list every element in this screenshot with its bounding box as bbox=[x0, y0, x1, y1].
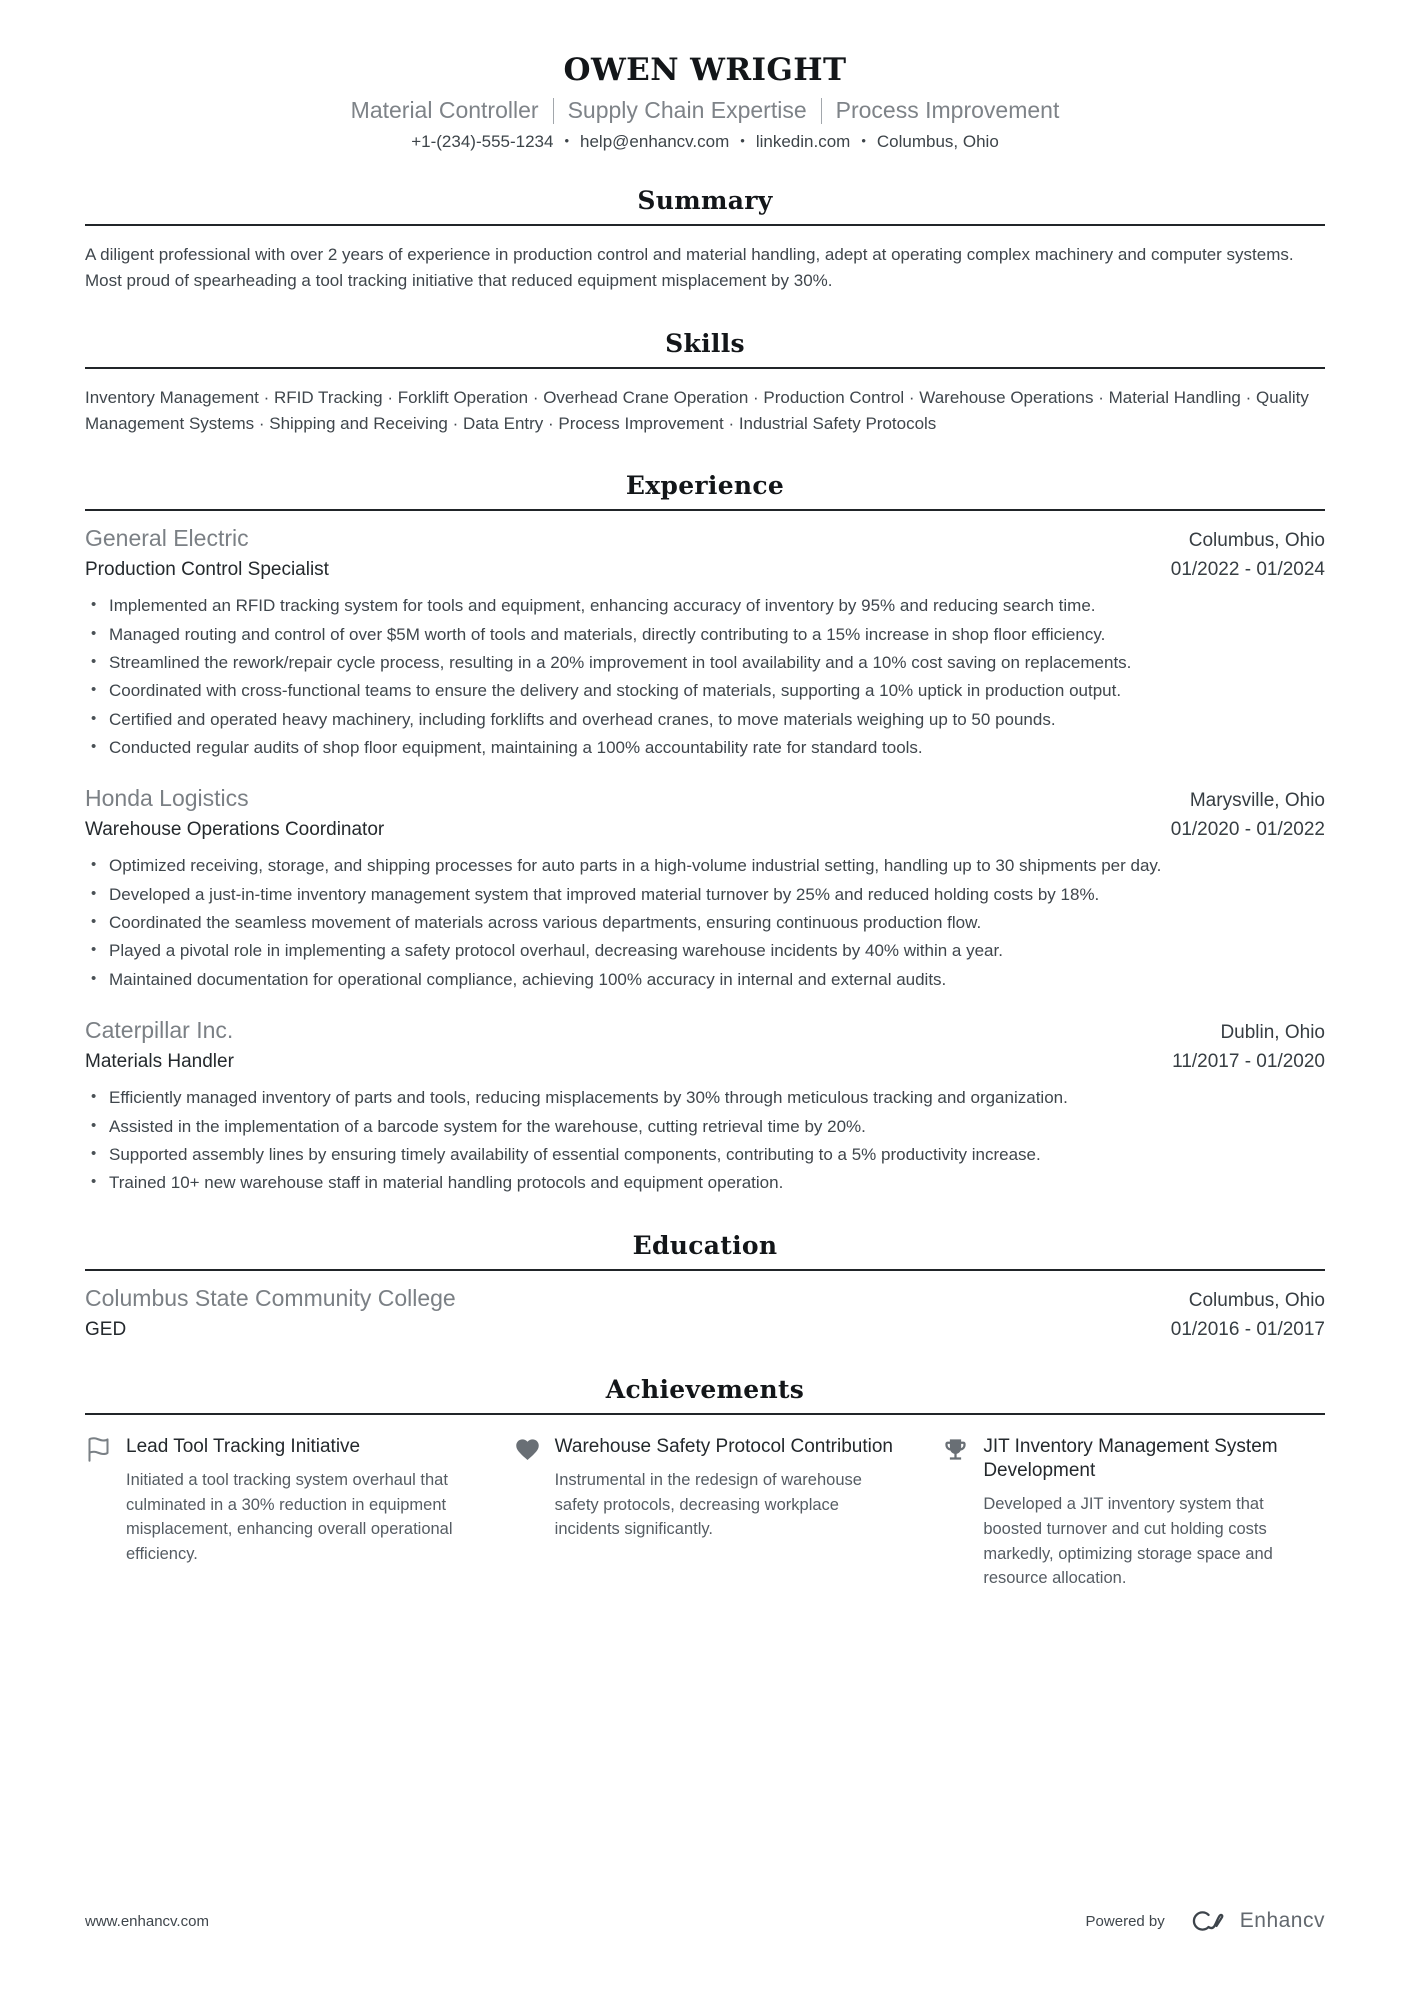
company-name: General Electric bbox=[85, 525, 249, 552]
school-name: Columbus State Community College bbox=[85, 1284, 456, 1311]
job-entry bbox=[85, 1017, 1325, 1196]
achievement-item bbox=[85, 1435, 468, 1592]
job-location: Marysville, Ohio bbox=[1189, 790, 1325, 812]
bullet-item: • Certified and operated heavy machinery, including forklifts and overhead cranes, to move materials weighing up to 50 pounds. bbox=[85, 707, 1325, 733]
job-title: Production Control Specialist bbox=[85, 559, 329, 581]
email-link[interactable]: help@enhancv.com bbox=[580, 132, 730, 151]
job-title: Warehouse Operations Coordinator bbox=[85, 819, 385, 841]
company-name: Honda Logistics bbox=[85, 785, 249, 812]
achievements-section bbox=[85, 1375, 1325, 1592]
job-bullets bbox=[85, 853, 1325, 993]
skills-section bbox=[85, 329, 1325, 438]
education-dates: 01/2016 - 01/2017 bbox=[1170, 1318, 1325, 1340]
bullet-item: • Conducted regular audits of shop floor equipment, maintaining a 100% accountability rate for standard tools. bbox=[85, 735, 1325, 761]
trophy-icon bbox=[942, 1436, 969, 1463]
job-bullets bbox=[85, 1085, 1325, 1196]
section-title-education: Education bbox=[632, 1230, 778, 1260]
job-bullets bbox=[85, 593, 1325, 761]
achievement-title: Warehouse Safety Protocol Contribution bbox=[554, 1435, 893, 1457]
achievement-description: Instrumental in the redesign of warehouse safety protocols, decreasing workplace incidents significantly. bbox=[554, 1470, 862, 1539]
vertical-divider bbox=[553, 98, 554, 124]
linkedin-link[interactable]: linkedin.com bbox=[755, 132, 851, 151]
education-entry bbox=[85, 1285, 1325, 1341]
section-title-achievements: Achievements bbox=[605, 1374, 805, 1404]
bullet-item: • Implemented an RFID tracking system for tools and equipment, enhancing accuracy of inventory by 95% and reducing search time. bbox=[85, 593, 1325, 619]
website-link[interactable]: www.enhancv.com bbox=[85, 1912, 209, 1930]
bullet-item: • Coordinated with cross-functional teams to ensure the delivery and stocking of materials, supporting a 10% uptick in production output. bbox=[85, 678, 1325, 704]
bullet-item: • Coordinated the seamless movement of materials across various departments, ensuring continuous production flow. bbox=[85, 910, 1325, 936]
bullet-item: • Supported assembly lines by ensuring timely availability of essential components, contributing to a 5% productivity increase. bbox=[85, 1142, 1325, 1168]
powered-by bbox=[1086, 1909, 1325, 1933]
phone-number: +1-(234)-555-1234 bbox=[411, 132, 554, 151]
company-name: Caterpillar Inc. bbox=[85, 1017, 234, 1044]
heart-icon bbox=[514, 1436, 541, 1463]
job-entry bbox=[85, 525, 1325, 761]
achievement-description: Initiated a tool tracking system overhaul that culminated in a 30% reduction in equipment misplacement, enhancing overall operational efficiency. bbox=[126, 1470, 453, 1564]
achievements-grid bbox=[85, 1435, 1325, 1592]
enhancv-logo-icon bbox=[1189, 1909, 1231, 1933]
dot-separator bbox=[564, 132, 569, 152]
degree-name: GED bbox=[85, 1318, 127, 1340]
brand-name: Enhancv bbox=[1239, 1909, 1325, 1932]
summary-section bbox=[85, 186, 1325, 295]
education-section bbox=[85, 1231, 1325, 1341]
job-dates: 01/2022 - 01/2024 bbox=[1170, 559, 1325, 581]
achievement-title: Lead Tool Tracking Initiative bbox=[126, 1435, 361, 1457]
job-location: Dublin, Ohio bbox=[1220, 1022, 1325, 1044]
dot-separator bbox=[861, 132, 866, 152]
summary-text: A diligent professional with over 2 years of experience in production control and material handling, adept at operating complex machinery and computer systems. Most proud of spearheading a tool tracking initiative that reduced equipment misplacement by 30%. bbox=[85, 245, 1294, 291]
candidate-name: OWEN WRIGHT bbox=[563, 52, 847, 88]
job-dates: 01/2020 - 01/2022 bbox=[1170, 819, 1325, 841]
headline-part-3: Process Improvement bbox=[835, 97, 1060, 123]
headline-part-2: Supply Chain Expertise bbox=[567, 97, 807, 123]
bullet-item: • Trained 10+ new warehouse staff in material handling protocols and equipment operation. bbox=[85, 1170, 1325, 1196]
section-title-skills: Skills bbox=[665, 328, 745, 358]
section-rule bbox=[85, 1413, 1325, 1415]
location-text: Columbus, Ohio bbox=[876, 132, 999, 151]
bullet-item: • Managed routing and control of over $5M worth of tools and materials, directly contributing to a 15% increase in shop floor efficiency. bbox=[85, 622, 1325, 648]
bullet-item: • Optimized receiving, storage, and shipping processes for auto parts in a high-volume industrial setting, handling up to 30 shipments per day. bbox=[85, 853, 1325, 879]
achievement-title: JIT Inventory Management System Development bbox=[983, 1435, 1278, 1481]
job-title: Materials Handler bbox=[85, 1051, 234, 1073]
resume-header bbox=[85, 52, 1325, 152]
bullet-item: • Maintained documentation for operational compliance, achieving 100% accuracy in internal and external audits. bbox=[85, 967, 1325, 993]
school-location: Columbus, Ohio bbox=[1188, 1289, 1325, 1311]
headline-part-1: Material Controller bbox=[350, 97, 539, 123]
dot-separator bbox=[740, 132, 745, 152]
section-title-summary: Summary bbox=[637, 186, 773, 215]
section-rule bbox=[85, 224, 1325, 226]
section-rule bbox=[85, 1269, 1325, 1271]
bullet-item: • Played a pivotal role in implementing a safety protocol overhaul, decreasing warehouse incidents by 40% within a year. bbox=[85, 938, 1325, 964]
bullet-item: • Developed a just-in-time inventory management system that improved material turnover by 25% and reduced holding costs by 18%. bbox=[85, 882, 1325, 908]
section-rule bbox=[85, 367, 1325, 369]
achievement-description: Developed a JIT inventory system that boosted turnover and cut holding costs markedly, optimizing storage space and resource allocation. bbox=[983, 1495, 1273, 1588]
bullet-item: • Assisted in the implementation of a barcode system for the warehouse, cutting retrieval time by 20%. bbox=[85, 1114, 1325, 1140]
experience-section bbox=[85, 471, 1325, 1196]
page-footer bbox=[85, 1909, 1325, 1933]
headline bbox=[85, 97, 1325, 124]
achievement-item bbox=[514, 1435, 897, 1592]
job-dates: 11/2017 - 01/2020 bbox=[1172, 1051, 1325, 1073]
vertical-divider bbox=[821, 98, 822, 124]
skills-list: Inventory Management · RFID Tracking · Forklift Operation · Overhead Crane Operation · Production Control · Warehouse Operations · Material Handling · Quality Management Systems · Shipping and Receiving · Data Entry · Process Improvement · Industrial Safety Protocols bbox=[85, 387, 1309, 434]
job-entry bbox=[85, 785, 1325, 993]
flag-icon bbox=[85, 1436, 112, 1463]
section-title-experience: Experience bbox=[625, 471, 785, 501]
achievement-item bbox=[942, 1435, 1325, 1592]
bullet-item: • Streamlined the rework/repair cycle process, resulting in a 20% improvement in tool availability and a 10% cost saving on replacements. bbox=[85, 650, 1325, 676]
section-rule bbox=[85, 509, 1325, 511]
bullet-item: • Efficiently managed inventory of parts and tools, reducing misplacements by 30% through meticulous tracking and organization. bbox=[85, 1085, 1325, 1111]
contact-row bbox=[85, 132, 1325, 152]
powered-by-label: Powered by bbox=[1085, 1912, 1165, 1930]
job-location: Columbus, Ohio bbox=[1188, 530, 1325, 552]
